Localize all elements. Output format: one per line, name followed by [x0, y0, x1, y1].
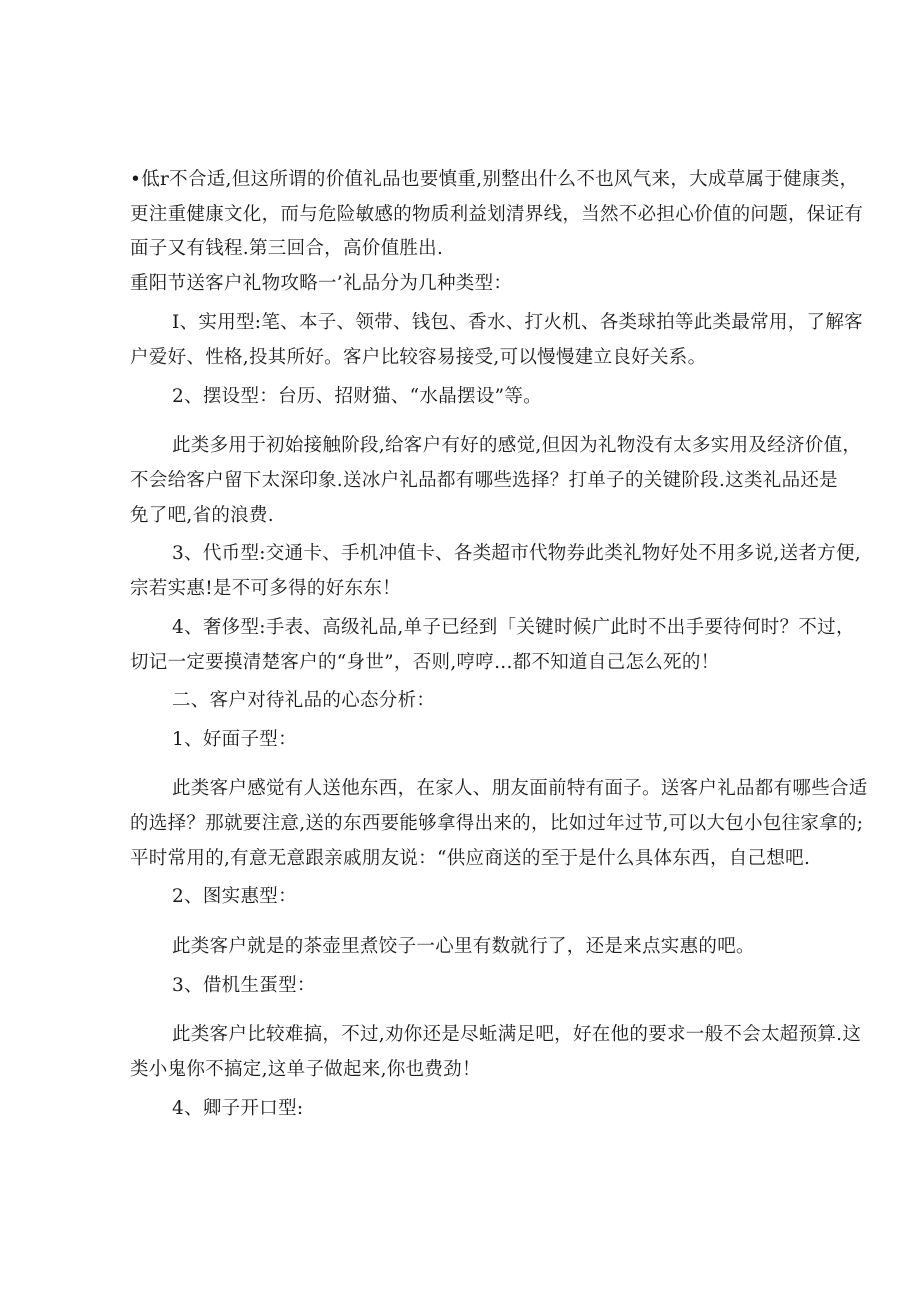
- paragraph-5-line-2: 类小鬼你不搞定,这单子做起来,你也费劲！: [130, 1059, 481, 1080]
- subheading-2: 2、图实惠型：: [172, 886, 297, 907]
- paragraph-2-line-3: 免了吧,省的浪费.: [130, 505, 274, 526]
- subheading-1: 1、好面子型：: [172, 729, 297, 750]
- paragraph-2-line-2: 不会给客户留下太深印象.送冰户礼品都有哪些选择？打单子的关键阶段.这类礼品还是: [130, 470, 838, 491]
- paragraph-4: 此类客户就是的茶壶里煮饺子一心里有数就行了，还是来点实惠的吧。: [172, 936, 755, 957]
- paragraph-line-3: 面子又有钱程.第三回合，高价值胜出.: [130, 238, 444, 259]
- paragraph-5-line-1: 此类客户比较难搞，不过,劝你还是尽蚯满足吧，好在他的要求一般不会太超预算.这: [172, 1024, 862, 1045]
- paragraph-3-line-2: 的选择？那就要注意,送的东西要能够拿得出来的，比如过年过节,可以大包小包往家拿的;: [130, 813, 864, 834]
- paragraph-2-line-1: 此类多用于初始接触阶段,给客户有好的感觉,但因为礼物没有太多实用及经济价值，: [172, 435, 862, 456]
- list-item-3-line-1: 3、代币型:交通卡、手机冲值卡、各类超市代物券此类礼物好处不用多说,送者方便,: [172, 543, 861, 564]
- list-item-4-line-2: 切记一定要摸清楚客户的“身世”，否则,哼哼...都不知道自己怎么死的！: [130, 652, 720, 673]
- section-2-heading: 二、客户对待礼品的心态分析：: [172, 690, 436, 711]
- paragraph-3-line-3: 平时常用的,有意无意跟亲戚朋友说：“供应商送的至于是什么具体东西，自己想吧.: [130, 848, 811, 869]
- paragraph-line-1: •低r不合适,但这所谓的价值礼品也要慎重,别整出什么不也风气来，大成草属于健康类，: [130, 169, 859, 190]
- section-heading: 重阳节送客户礼物攻略一’礼品分为几种类型：: [130, 273, 513, 294]
- list-item-4-line-1: 4、奢侈型:手表、高级礼品,单子已经到「关键时候广此时不出手要待何时？不过，: [172, 617, 855, 638]
- list-item-2: 2、摆设型：台历、招财猫、“水晶摆设”等。: [172, 386, 542, 407]
- paragraph-line-2: 更注重健康文化，而与危险敏感的物质利益划清界线，当然不必担心价值的问题，保证有: [130, 204, 864, 225]
- paragraph-3-line-1: 此类客户感觉有人送他东西，在家人、朋友面前特有面子。送客户礼品都有哪些合适: [172, 778, 868, 799]
- subheading-4: 4、卿子开口型:: [172, 1098, 304, 1119]
- list-item-1-line-2: 户爱好、性格,投其所好。客户比较容易接受,可以慢慢建立良好关系。: [130, 347, 707, 368]
- list-item-1-line-1: I、实用型:笔、本子、领带、钱包、香水、打火机、各类球拍等此类最常用，了解客: [172, 312, 863, 333]
- list-item-3-line-2: 宗若实惠!是不可多得的好东东！: [130, 578, 401, 599]
- subheading-3: 3、借机生蛋型：: [172, 975, 316, 996]
